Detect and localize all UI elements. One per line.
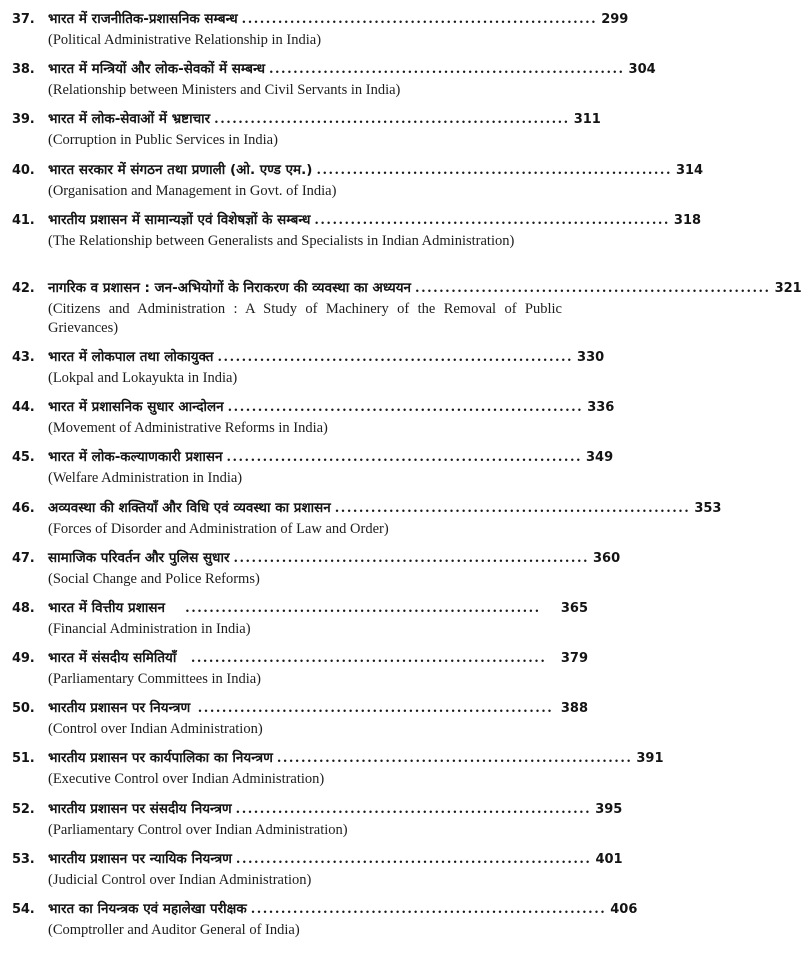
dot-leader: ........................................................... bbox=[276, 751, 633, 767]
entry-heading-line bbox=[48, 648, 588, 668]
entry-heading-line bbox=[48, 799, 623, 819]
toc-entry-40 bbox=[0, 157, 704, 207]
entry-hindi-title: भारत का नियन्त्रक एवं महालेखा परीक्षक bbox=[48, 901, 247, 917]
entry-page-number: 388 bbox=[560, 701, 588, 717]
toc-entry-54 bbox=[0, 896, 638, 946]
toc-entry-39 bbox=[0, 106, 600, 156]
entry-english-title: (Comptroller and Auditor General of India) bbox=[48, 922, 300, 938]
entry-heading-line bbox=[48, 598, 588, 618]
entry-page-number: 360 bbox=[593, 550, 621, 566]
entry-heading-line bbox=[48, 899, 638, 919]
entry-page-number: 379 bbox=[560, 651, 588, 667]
entry-english-title: (Parliamentary Committees in India) bbox=[48, 671, 262, 688]
dot-leader: ........................................................... bbox=[233, 550, 590, 566]
toc-entry-47 bbox=[0, 545, 621, 595]
entry-hindi-title: भारतीय प्रशासन पर न्यायिक नियन्त्रण bbox=[48, 850, 232, 867]
entry-heading-line bbox=[48, 498, 722, 518]
entry-english-title: (Corruption in Public Services in India) bbox=[48, 132, 278, 149]
entry-number: 52. bbox=[12, 801, 35, 817]
entry-number: 40. bbox=[12, 162, 35, 178]
toc-entry-38 bbox=[0, 56, 656, 106]
toc-entry-51 bbox=[0, 745, 664, 795]
dot-leader: ........................................................... bbox=[314, 212, 670, 228]
entry-page-number: 330 bbox=[577, 349, 605, 365]
entry-hindi-title: भारत में लोक-सेवाओं में भ्रष्टाचार bbox=[48, 111, 211, 128]
entry-number: 44. bbox=[12, 400, 35, 416]
toc-entry-52 bbox=[0, 796, 623, 846]
dot-leader: ........................................................... bbox=[334, 500, 691, 516]
toc-entry-41 bbox=[0, 207, 702, 276]
entry-number: 41. bbox=[12, 212, 35, 228]
dot-leader: ........................................................... bbox=[227, 400, 584, 416]
entry-hindi-title: अव्यवस्था की शक्तियाँ और विधि एवं व्यवस्था का प्रशासन bbox=[48, 499, 331, 516]
dot-leader: ........................................................... bbox=[269, 62, 625, 78]
entry-english-title: (The Relationship between Generalists and Specialists in Indian Administration) bbox=[48, 232, 515, 249]
dot-leader: ........................................................... bbox=[235, 801, 592, 817]
entry-page-number: 299 bbox=[601, 12, 629, 27]
entry-english-title: (Executive Control over Indian Administration) bbox=[48, 771, 325, 788]
entry-page-number: 353 bbox=[694, 500, 722, 516]
entry-hindi-title: भारत में लोकपाल तथा लोकायुक्त bbox=[48, 348, 214, 365]
entry-hindi-title: भारतीय प्रशासन पर नियन्त्रण bbox=[48, 700, 191, 717]
entry-page-number: 395 bbox=[595, 801, 623, 817]
dot-leader: ........................................................... bbox=[316, 162, 672, 178]
entry-english-title: (Political Administrative Relationship in India) bbox=[48, 32, 322, 48]
dot-leader: ........................................................... bbox=[235, 851, 592, 867]
entry-english-title: (Financial Administration in India) bbox=[48, 620, 251, 637]
entry-hindi-title: भारत में संसदीय समितियाँ bbox=[48, 650, 177, 667]
entry-number: 54. bbox=[12, 902, 35, 917]
entry-hindi-title: सामाजिक परिवर्तन और पुलिस सुधार bbox=[48, 549, 230, 566]
entry-english-title: (Parliamentary Control over Indian Administration) bbox=[48, 821, 348, 838]
entry-heading-line bbox=[48, 9, 629, 29]
entry-page-number: 318 bbox=[673, 212, 702, 228]
entry-hindi-title: भारत में लोक-कल्याणकारी प्रशासन bbox=[48, 449, 223, 466]
entry-heading-line bbox=[48, 109, 601, 129]
entry-page-number: 336 bbox=[587, 400, 615, 416]
entry-hindi-title: भारत में प्रशासनिक सुधार आन्दोलन bbox=[48, 399, 224, 416]
toc-entry-45 bbox=[0, 444, 614, 494]
dot-leader: ........................................................... bbox=[415, 281, 771, 297]
entry-english-title: (Forces of Disorder and Administration of Law and Order) bbox=[48, 520, 389, 537]
entry-heading-line bbox=[48, 210, 702, 230]
entry-page-number: 314 bbox=[675, 162, 704, 178]
entry-english-title: (Lokpal and Lokayukta in India) bbox=[48, 369, 238, 386]
dot-leader: ........................................................... bbox=[241, 12, 598, 27]
entry-hindi-title: भारत में राजनीतिक-प्रशासनिक सम्बन्ध bbox=[48, 11, 238, 27]
toc-entry-53 bbox=[0, 846, 623, 896]
entry-hindi-title: भारत में वित्तीय प्रशासन bbox=[48, 599, 166, 616]
dot-leader: ........................................................... bbox=[190, 651, 547, 667]
dot-leader: ........................................................... bbox=[217, 349, 574, 365]
entry-page-number: 304 bbox=[628, 62, 656, 78]
entry-hindi-title: भारतीय प्रशासन पर संसदीय नियन्त्रण bbox=[48, 800, 232, 817]
entry-heading-line bbox=[48, 548, 621, 568]
entry-heading-line bbox=[48, 748, 664, 768]
entry-heading-line bbox=[48, 397, 615, 417]
entry-english-title: (Judicial Control over Indian Administration) bbox=[48, 871, 312, 888]
entry-heading-line bbox=[48, 59, 656, 79]
dot-leader: ........................................................... bbox=[250, 902, 607, 917]
dot-leader: ........................................................... bbox=[185, 600, 541, 616]
entry-heading-line bbox=[48, 849, 623, 869]
dot-leader: ........................................................... bbox=[214, 112, 570, 128]
toc-entry-50 bbox=[0, 695, 600, 745]
entry-page-number: 365 bbox=[560, 600, 588, 616]
entry-page-number: 401 bbox=[595, 851, 623, 867]
dot-leader: ........................................................... bbox=[197, 701, 554, 717]
entry-number: 48. bbox=[12, 600, 35, 616]
entry-page-number: 391 bbox=[636, 751, 664, 767]
entry-number: 37. bbox=[12, 12, 35, 27]
entry-heading-line bbox=[48, 698, 588, 718]
toc-entry-44 bbox=[0, 394, 615, 444]
dot-leader: ........................................................... bbox=[226, 450, 583, 466]
entry-number: 39. bbox=[12, 112, 35, 128]
table-of-contents bbox=[0, 6, 802, 946]
entry-page-number: 406 bbox=[610, 902, 638, 917]
entry-number: 49. bbox=[12, 651, 35, 667]
entry-heading-line bbox=[48, 447, 614, 467]
entry-page-number: 349 bbox=[586, 450, 614, 466]
entry-heading-line bbox=[48, 347, 605, 367]
entry-english-title: (Welfare Administration in India) bbox=[48, 470, 243, 487]
entry-hindi-title: भारत में मन्त्रियों और लोक-सेवकों में सम्बन्ध bbox=[48, 61, 265, 78]
entry-english-title: (Movement of Administrative Reforms in India) bbox=[48, 420, 328, 437]
entry-number: 38. bbox=[12, 62, 35, 78]
entry-english-title: (Organisation and Management in Govt. of India) bbox=[48, 182, 337, 199]
entry-heading-line bbox=[48, 160, 704, 180]
entry-english-title: (Control over Indian Administration) bbox=[48, 721, 263, 738]
entry-number: 51. bbox=[12, 751, 35, 767]
entry-hindi-title: भारत सरकार में संगठन तथा प्रणाली (ओ. एण्ड एम.) bbox=[48, 161, 313, 178]
entry-number: 42. bbox=[12, 281, 35, 297]
entry-english-title: (Relationship between Ministers and Civil Servants in India) bbox=[48, 82, 401, 99]
entry-page-number: 311 bbox=[573, 112, 601, 128]
entry-english-title: (Social Change and Police Reforms) bbox=[48, 570, 260, 587]
toc-entry-46 bbox=[0, 495, 722, 545]
toc-entry-37 bbox=[0, 6, 629, 56]
entry-page-number: 321 bbox=[774, 281, 802, 297]
entry-number: 43. bbox=[12, 349, 35, 365]
entry-number: 47. bbox=[12, 550, 35, 566]
entry-hindi-title: भारतीय प्रशासन पर कार्यपालिका का नियन्त्रण bbox=[48, 750, 273, 767]
entry-number: 46. bbox=[12, 500, 35, 516]
entry-hindi-title: भारतीय प्रशासन में सामान्यज्ञों एवं विशेषज्ञों के सम्बन्ध bbox=[48, 211, 311, 228]
entry-number: 50. bbox=[12, 701, 35, 717]
toc-entry-43 bbox=[0, 344, 605, 394]
entry-number: 53. bbox=[12, 851, 35, 867]
toc-entry-49 bbox=[0, 645, 600, 695]
toc-entry-42 bbox=[0, 275, 802, 344]
entry-heading-line bbox=[48, 278, 802, 298]
entry-english-title: (Citizens and Administration : A Study of Machinery of the Removal of Public Grievances) bbox=[48, 301, 562, 336]
entry-number: 45. bbox=[12, 450, 35, 466]
entry-hindi-title: नागरिक व प्रशासन : जन-अभियोगों के निराकरण की व्यवस्था का अध्ययन bbox=[48, 280, 412, 297]
toc-entry-48 bbox=[0, 595, 600, 645]
